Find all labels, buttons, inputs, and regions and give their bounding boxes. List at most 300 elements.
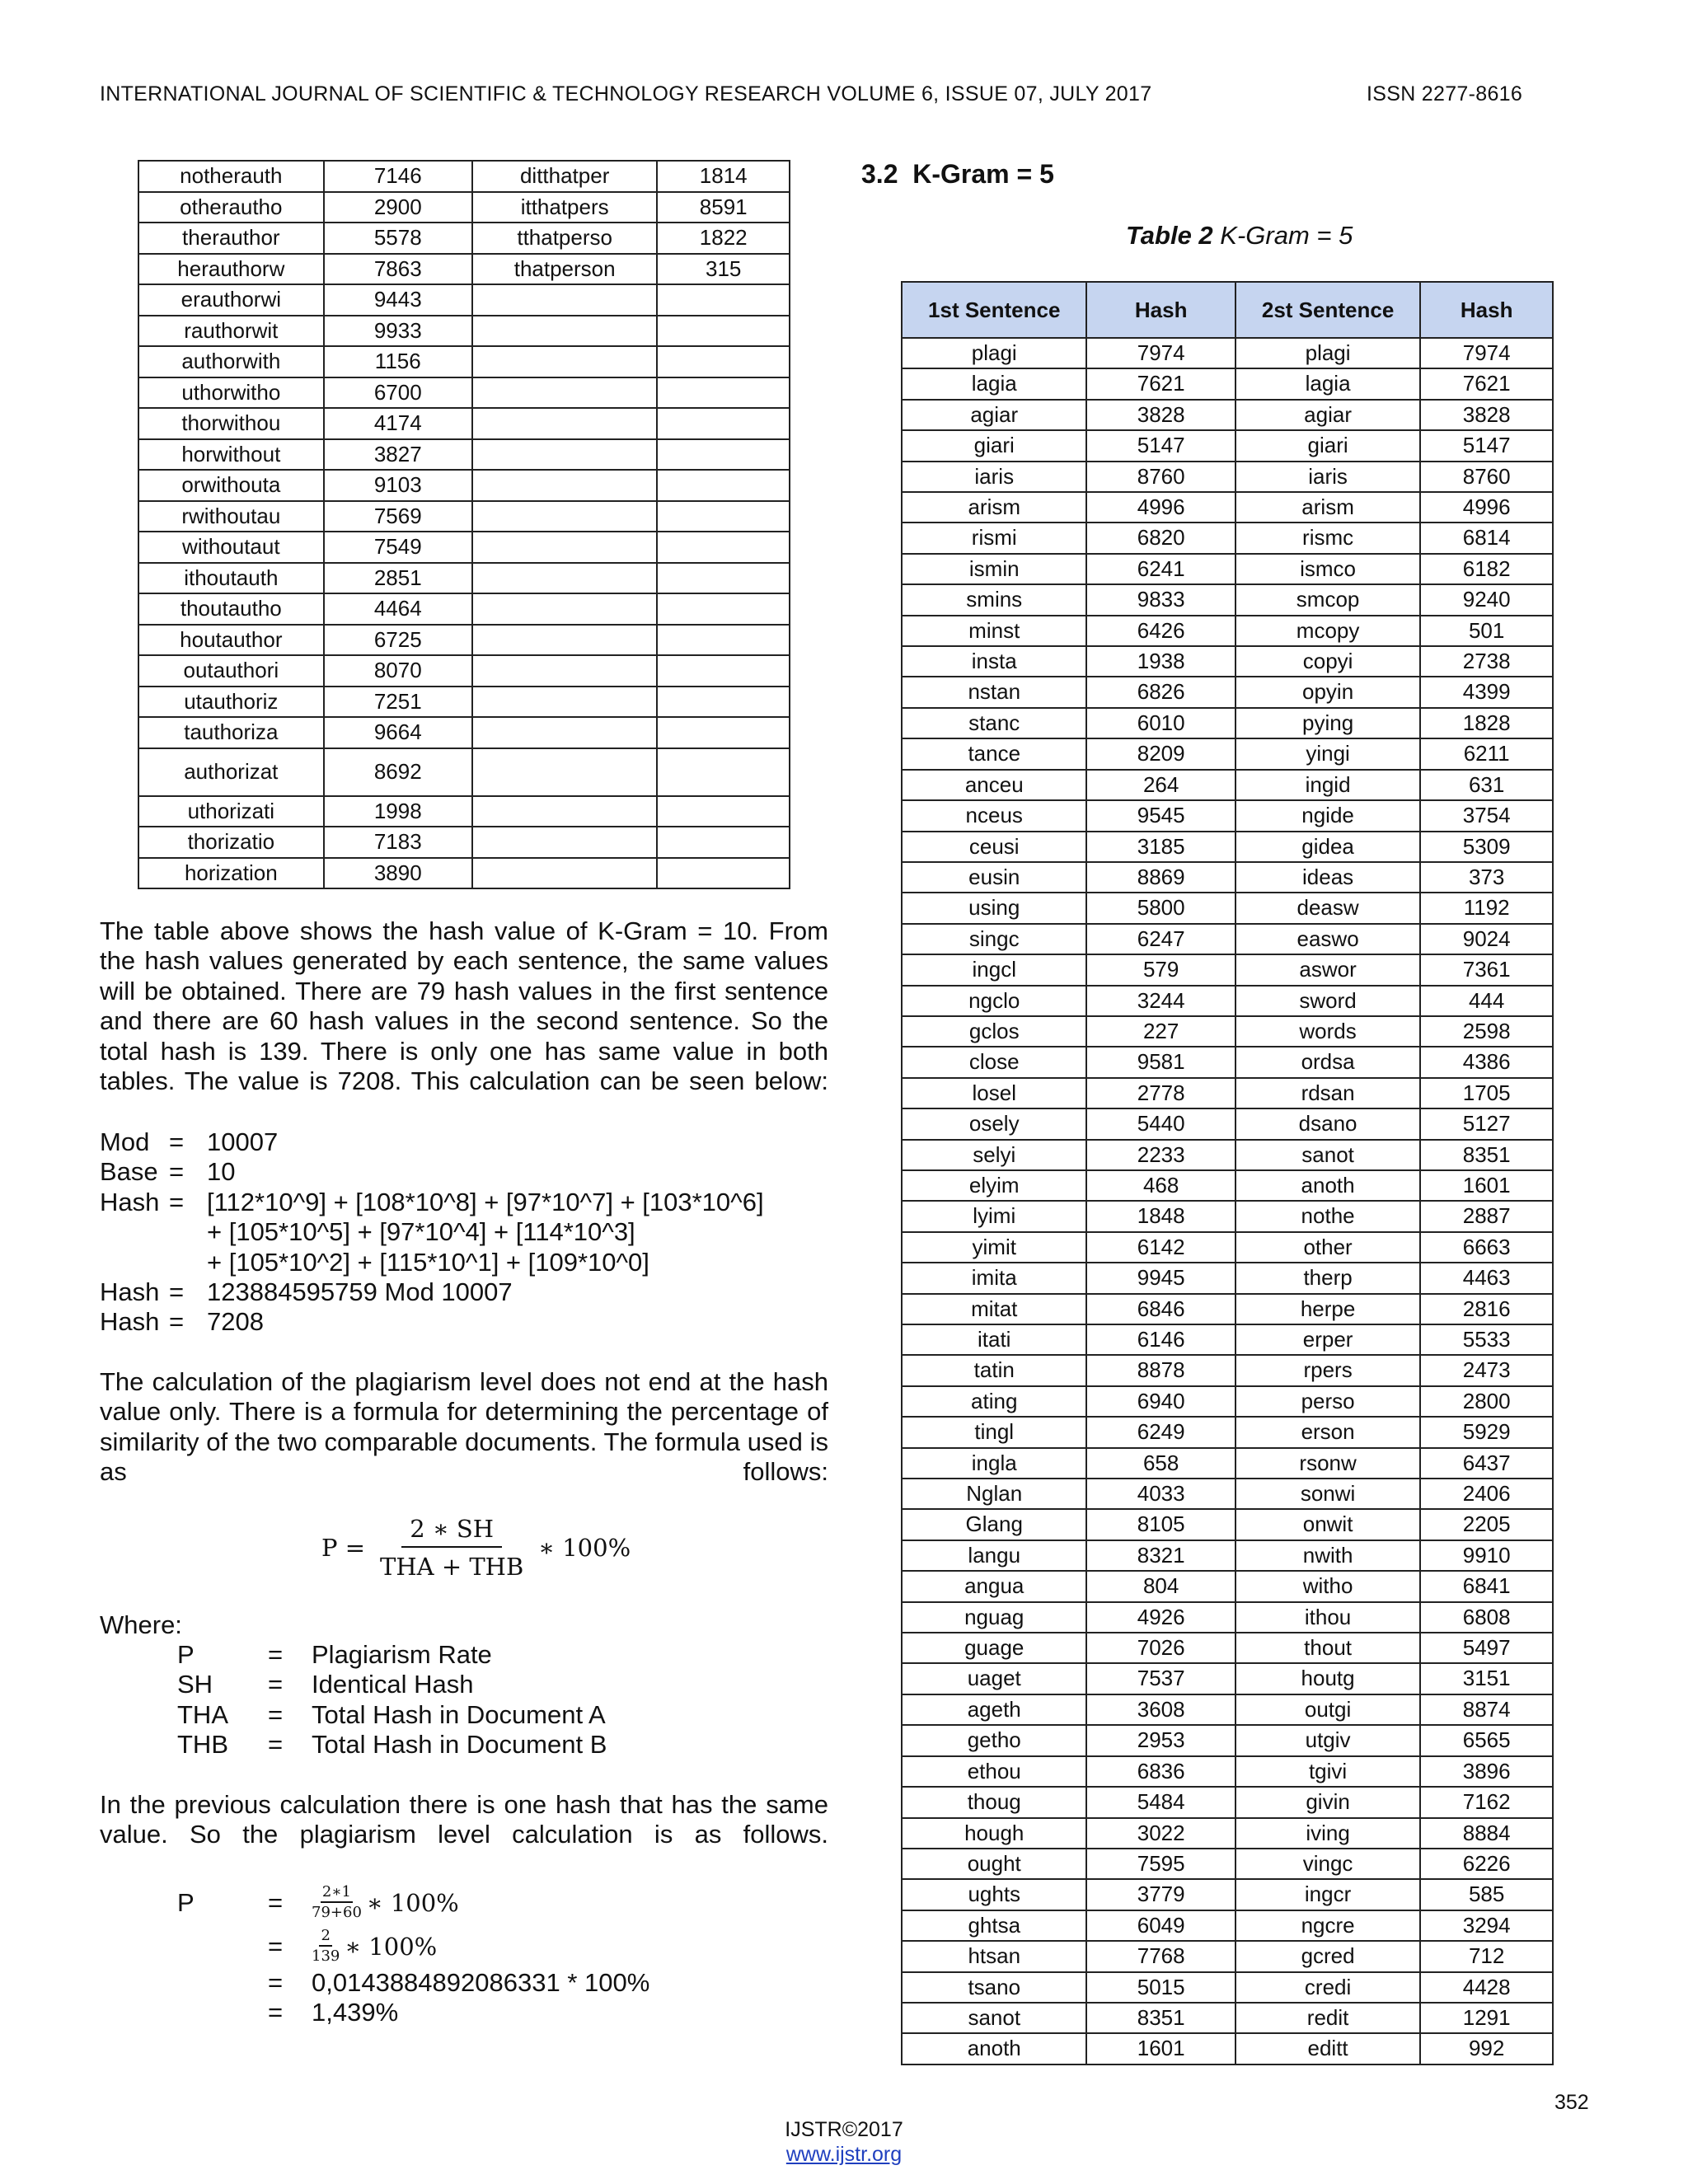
table-cell: 7162 — [1420, 1787, 1553, 1817]
table-row — [902, 430, 1553, 461]
table-cell: ismco — [1236, 554, 1420, 584]
table-cell: 8869 — [1086, 862, 1235, 893]
def-symbol: THA — [177, 1699, 228, 1729]
table-cell: 9664 — [324, 717, 472, 748]
table-row — [138, 687, 790, 718]
table-cell: 373 — [1420, 862, 1553, 893]
table-cell: 3185 — [1086, 832, 1235, 862]
table-cell: htsan — [902, 1941, 1086, 1971]
table-row — [902, 368, 1553, 399]
eq-sign: = — [267, 1730, 284, 1760]
table-cell: langu — [902, 1540, 1086, 1571]
table-cell: 7026 — [1086, 1633, 1235, 1663]
table-cell: 7537 — [1086, 1663, 1235, 1694]
table-cell: rwithoutau — [138, 501, 324, 532]
formula-lhs: P = — [321, 1534, 366, 1562]
table-cell: 9103 — [324, 470, 472, 501]
table-cell: smcop — [1236, 584, 1420, 615]
table-row — [902, 1540, 1553, 1571]
table-cell: 6841 — [1420, 1571, 1553, 1601]
table-row — [902, 1818, 1553, 1849]
table-cell: 1822 — [657, 223, 790, 254]
table-cell — [657, 470, 790, 501]
header-1st-sentence: 1st Sentence — [902, 282, 1086, 338]
table-row — [902, 1078, 1553, 1108]
table-cell — [657, 687, 790, 718]
table-cell — [657, 748, 790, 796]
eq-sign: = — [169, 1277, 185, 1307]
kgram10-hash-table — [138, 160, 790, 889]
table-row — [902, 2033, 1553, 2064]
table-cell: yimit — [902, 1232, 1086, 1263]
table-cell: getho — [902, 1725, 1086, 1755]
formula-tail: ∗ 100% — [538, 1534, 631, 1562]
table-cell — [657, 717, 790, 748]
table-cell: horwithout — [138, 439, 324, 471]
table-cell: ingcr — [1236, 1879, 1420, 1910]
table-cell: 4033 — [1086, 1479, 1235, 1509]
table-cell: 6663 — [1420, 1232, 1553, 1263]
table-cell — [657, 284, 790, 316]
table-cell: 1601 — [1420, 1170, 1553, 1201]
table-cell: 1601 — [1086, 2033, 1235, 2064]
table-cell: perso — [1236, 1386, 1420, 1417]
calc-fraction-1-denominator: 79+60 — [312, 1904, 362, 1921]
table-cell: giari — [902, 430, 1086, 461]
table-cell: stanc — [902, 708, 1086, 738]
table-row — [902, 1509, 1553, 1540]
table-row — [902, 554, 1553, 584]
table-cell: 4386 — [1420, 1047, 1553, 1077]
table-cell: 992 — [1420, 2033, 1553, 2064]
table-row — [138, 655, 790, 687]
table-row — [902, 1479, 1553, 1509]
table-cell: 5800 — [1086, 893, 1235, 923]
table-cell: ceusi — [902, 832, 1086, 862]
eq-sign: = — [267, 1931, 284, 1961]
table-row — [902, 584, 1553, 615]
table-cell: tauthoriza — [138, 717, 324, 748]
def-description: Total Hash in Document B — [312, 1730, 607, 1760]
table-cell: 6142 — [1086, 1232, 1235, 1263]
table-cell — [472, 346, 658, 377]
table-row — [902, 1232, 1553, 1263]
table-cell: 7621 — [1420, 368, 1553, 399]
table-cell — [472, 796, 658, 827]
table-cell: singc — [902, 924, 1086, 954]
table-cell: uthorwitho — [138, 377, 324, 409]
table-cell — [657, 827, 790, 858]
table-row — [138, 192, 790, 223]
table-cell: 2205 — [1420, 1509, 1553, 1540]
table-cell: close — [902, 1047, 1086, 1077]
table-row — [902, 400, 1553, 430]
table-cell: ughts — [902, 1879, 1086, 1910]
table-cell: ngclo — [902, 986, 1086, 1016]
table-cell: aswor — [1236, 954, 1420, 985]
formula-numerator: 2 ∗ SH — [401, 1515, 502, 1548]
table-cell: deasw — [1236, 893, 1420, 923]
table-cell: 7974 — [1086, 338, 1235, 368]
table-cell: orwithouta — [138, 470, 324, 501]
table-cell: ideas — [1236, 862, 1420, 893]
table-cell: 2851 — [324, 563, 472, 594]
table-cell: 8209 — [1086, 738, 1235, 769]
table-cell: 9581 — [1086, 1047, 1235, 1077]
table-cell: 7569 — [324, 501, 472, 532]
journal-header: INTERNATIONAL JOURNAL OF SCIENTIFIC & TECHNOLOGY RESEARCH VOLUME 6, ISSUE 07, JULY 2017 — [100, 82, 1152, 105]
table-cell: insta — [902, 646, 1086, 677]
table-cell: tingl — [902, 1417, 1086, 1447]
table-cell: 3827 — [324, 439, 472, 471]
table-cell: lyimi — [902, 1201, 1086, 1231]
table-cell: 1705 — [1420, 1078, 1553, 1108]
hash-label: Hash — [100, 1277, 160, 1307]
table-cell: 1192 — [1420, 893, 1553, 923]
table-cell: hough — [902, 1818, 1086, 1849]
table-cell: editt — [1236, 2033, 1420, 2064]
table-cell: smins — [902, 584, 1086, 615]
footer-url-link[interactable]: www.ijstr.org — [785, 2143, 903, 2166]
table-cell: 7251 — [324, 687, 472, 718]
eq-sign: = — [267, 1968, 284, 1997]
table-cell: 7549 — [324, 532, 472, 563]
table-cell: 5440 — [1086, 1108, 1235, 1139]
table-cell: withoutaut — [138, 532, 324, 563]
table-cell: iaris — [1236, 462, 1420, 492]
table-cell: 2800 — [1420, 1386, 1553, 1417]
table-cell: vingc — [1236, 1849, 1420, 1879]
base-label: Base — [100, 1157, 158, 1187]
table-cell: 9945 — [1086, 1263, 1235, 1293]
table-cell: imita — [902, 1263, 1086, 1293]
table-cell: otherautho — [138, 192, 324, 223]
table-cell: horization — [138, 858, 324, 889]
table-cell: arism — [902, 492, 1086, 523]
table-cell: sonwi — [1236, 1479, 1420, 1509]
table-cell: lagia — [1236, 368, 1420, 399]
table-cell: iaris — [902, 462, 1086, 492]
table-row — [902, 832, 1553, 862]
table-row — [138, 439, 790, 471]
table-cell: elyim — [902, 1170, 1086, 1201]
table-row — [138, 717, 790, 748]
table-cell: mcopy — [1236, 616, 1420, 646]
table-row — [138, 796, 790, 827]
table-cell: 4399 — [1420, 677, 1553, 707]
table-cell: giari — [1236, 430, 1420, 461]
plagiarism-calculation — [177, 1881, 649, 2027]
table-cell: anoth — [1236, 1170, 1420, 1201]
calc-fraction-2-numerator: 2 — [319, 1928, 331, 1947]
table-cell: ingla — [902, 1448, 1086, 1479]
header-hash-2: Hash — [1420, 282, 1553, 338]
table-row — [902, 1201, 1553, 1231]
table-cell: plagi — [902, 338, 1086, 368]
eq-sign: = — [267, 1998, 284, 2027]
table-cell: 5533 — [1420, 1324, 1553, 1355]
table-cell: 1998 — [324, 796, 472, 827]
base-value: 10 — [207, 1157, 236, 1187]
table-cell: 6826 — [1086, 677, 1235, 707]
section-number: 3.2 — [861, 159, 898, 189]
table-cell: 3754 — [1420, 800, 1553, 831]
table-cell: ithoutauth — [138, 563, 324, 594]
eq-sign: = — [267, 1699, 284, 1729]
table-cell: herpe — [1236, 1294, 1420, 1324]
table-cell — [472, 625, 658, 656]
table-cell: agiar — [902, 400, 1086, 430]
table-row — [902, 1756, 1553, 1787]
table-row — [902, 462, 1553, 492]
table-cell — [472, 439, 658, 471]
table-cell: ditthatper — [472, 161, 658, 192]
def-symbol: SH — [177, 1670, 213, 1699]
table-cell: iving — [1236, 1818, 1420, 1849]
table-cell: 4463 — [1420, 1263, 1553, 1293]
table-cell: 9833 — [1086, 584, 1235, 615]
table-cell: tance — [902, 738, 1086, 769]
table-cell: 9443 — [324, 284, 472, 316]
table-row — [902, 800, 1553, 831]
table-row — [902, 1140, 1553, 1170]
table-cell: selyi — [902, 1140, 1086, 1170]
table-cell: 8321 — [1086, 1540, 1235, 1571]
table-row — [902, 1108, 1553, 1139]
table-cell: mitat — [902, 1294, 1086, 1324]
def-description: Total Hash in Document A — [312, 1699, 606, 1729]
table-cell: 5484 — [1086, 1787, 1235, 1817]
table-cell — [657, 501, 790, 532]
table-cell: 8070 — [324, 655, 472, 687]
table-cell: ingid — [1236, 770, 1420, 800]
table-cell: 315 — [657, 254, 790, 285]
table-cell: uthorizati — [138, 796, 324, 827]
def-symbol: THB — [177, 1730, 228, 1760]
table-cell: uaget — [902, 1663, 1086, 1694]
table-cell: ngide — [1236, 800, 1420, 831]
table-cell: 444 — [1420, 986, 1553, 1016]
paragraph-kgram10-summary: The table above shows the hash value of K-Gram = 10. From the hash values generated by each sentence, the same values will be obtained. There are 79 hash values in the first sentence and there are 60 hash values in the second sentence. So the total hash is 139. There is only one has same value in both tables. The value is 7208. This calculation can be seen below: — [100, 916, 828, 1096]
table-cell: 3294 — [1420, 1910, 1553, 1941]
table-cell: angua — [902, 1571, 1086, 1601]
table-cell: 3022 — [1086, 1818, 1235, 1849]
table-cell: tthatperso — [472, 223, 658, 254]
table-cell: 7863 — [324, 254, 472, 285]
table-cell: 4926 — [1086, 1602, 1235, 1633]
table-cell: 6836 — [1086, 1756, 1235, 1787]
table-cell: rdsan — [1236, 1078, 1420, 1108]
table-cell: erauthorwi — [138, 284, 324, 316]
table-cell: minst — [902, 616, 1086, 646]
table-cell — [657, 439, 790, 471]
table-row — [902, 1448, 1553, 1479]
table-cell: thorizatio — [138, 827, 324, 858]
table-cell: 6808 — [1420, 1602, 1553, 1633]
table-row — [902, 738, 1553, 769]
table-cell: 8878 — [1086, 1355, 1235, 1385]
table-row — [902, 1849, 1553, 1879]
table-cell: 1848 — [1086, 1201, 1235, 1231]
table-cell: rpers — [1236, 1355, 1420, 1385]
table-row — [902, 1602, 1553, 1633]
table-row — [138, 408, 790, 439]
table-cell: 4996 — [1086, 492, 1235, 523]
table-row — [902, 616, 1553, 646]
table-cell — [657, 858, 790, 889]
table-cell: 6437 — [1420, 1448, 1553, 1479]
table-cell: 2473 — [1420, 1355, 1553, 1385]
table-cell: 3608 — [1086, 1694, 1235, 1725]
calc-fraction-1 — [312, 1884, 362, 1921]
table-cell: itthatpers — [472, 192, 658, 223]
table-row — [138, 501, 790, 532]
table-cell: pying — [1236, 708, 1420, 738]
table-cell: 227 — [1086, 1016, 1235, 1047]
table-cell: onwit — [1236, 1509, 1420, 1540]
table-cell: 6249 — [1086, 1417, 1235, 1447]
table-caption — [1126, 221, 1353, 251]
table-row — [902, 1725, 1553, 1755]
table-row — [138, 254, 790, 285]
table-caption-text: K-Gram = 5 — [1220, 221, 1353, 250]
table-cell: 8760 — [1420, 462, 1553, 492]
table-cell: ithou — [1236, 1602, 1420, 1633]
table-cell: outauthori — [138, 655, 324, 687]
table-cell — [472, 655, 658, 687]
table-cell: 7361 — [1420, 954, 1553, 985]
table-cell: nstan — [902, 677, 1086, 707]
table-row — [902, 1417, 1553, 1447]
table-cell: 6565 — [1420, 1725, 1553, 1755]
eq-sign: = — [267, 1670, 284, 1699]
table-cell: using — [902, 893, 1086, 923]
table-row — [902, 1879, 1553, 1910]
table-cell — [472, 687, 658, 718]
table-cell: words — [1236, 1016, 1420, 1047]
table-row — [902, 338, 1553, 368]
table-cell — [472, 593, 658, 625]
table-cell: sanot — [902, 2003, 1086, 2033]
table-cell: itati — [902, 1324, 1086, 1355]
table-cell: 804 — [1086, 1571, 1235, 1601]
table-cell: utgiv — [1236, 1725, 1420, 1755]
table-cell: 3779 — [1086, 1879, 1235, 1910]
table-row — [138, 858, 790, 889]
table-cell: 2738 — [1420, 646, 1553, 677]
table-cell: 3828 — [1086, 400, 1235, 430]
table-cell: 468 — [1086, 1170, 1235, 1201]
table-cell: 1828 — [1420, 708, 1553, 738]
table-cell: 6049 — [1086, 1910, 1235, 1941]
table-cell: opyin — [1236, 677, 1420, 707]
table-cell: 8351 — [1420, 1140, 1553, 1170]
table-cell: tatin — [902, 1355, 1086, 1385]
table-cell — [472, 408, 658, 439]
table-row — [902, 1324, 1553, 1355]
header-2st-sentence: 2st Sentence — [1236, 282, 1420, 338]
table-row — [902, 1047, 1553, 1077]
formula-fraction — [372, 1515, 532, 1581]
formula-denominator: THA + THB — [380, 1553, 524, 1581]
table-cell: rismc — [1236, 523, 1420, 553]
table-cell: 6846 — [1086, 1294, 1235, 1324]
table-cell: thoutautho — [138, 593, 324, 625]
p-symbol: P — [177, 1887, 195, 1917]
table-cell — [472, 827, 658, 858]
table-cell: utauthoriz — [138, 687, 324, 718]
table-cell — [657, 625, 790, 656]
table-cell: erper — [1236, 1324, 1420, 1355]
section-heading — [861, 159, 1054, 190]
table-cell: ageth — [902, 1694, 1086, 1725]
table-cell: ismin — [902, 554, 1086, 584]
table-cell — [657, 346, 790, 377]
table-row — [902, 677, 1553, 707]
hash-result: 7208 — [207, 1307, 264, 1337]
calc-step-3: 0,0143884892086331 * 100% — [312, 1968, 650, 1997]
table-cell: 5127 — [1420, 1108, 1553, 1139]
table-row — [138, 748, 790, 796]
table-cell: 8105 — [1086, 1509, 1235, 1540]
table-cell: 264 — [1086, 770, 1235, 800]
hash-calculation — [100, 1127, 764, 1338]
table-cell: ethou — [902, 1756, 1086, 1787]
table-cell: 2900 — [324, 192, 472, 223]
table-cell: 1156 — [324, 346, 472, 377]
table-cell: 7183 — [324, 827, 472, 858]
hash-label: Hash — [100, 1187, 160, 1216]
eq-sign: = — [267, 1640, 284, 1669]
table-cell: eusin — [902, 862, 1086, 893]
table-cell: arism — [1236, 492, 1420, 523]
table-cell: 5929 — [1420, 1417, 1553, 1447]
table-cell: 658 — [1086, 1448, 1235, 1479]
table-cell: sanot — [1236, 1140, 1420, 1170]
table-cell — [657, 655, 790, 687]
page-number: 352 — [1554, 2091, 1589, 2114]
where-title: Where: — [100, 1610, 182, 1639]
paragraph-plagiarism-formula-intro: The calculation of the plagiarism level does not end at the hash value only. There is a formula for determining the percentage of similarity of the two comparable documents. The formula used is as follows: — [100, 1367, 828, 1487]
table-cell: 8692 — [324, 748, 472, 796]
table-row — [902, 1016, 1553, 1047]
table-cell: 3828 — [1420, 400, 1553, 430]
table-cell: credi — [1236, 1972, 1420, 2003]
table-row — [138, 161, 790, 192]
eq-sign: = — [169, 1187, 185, 1216]
table-cell — [472, 316, 658, 347]
table-cell — [472, 858, 658, 889]
table-cell: 631 — [1420, 770, 1553, 800]
table-cell: 2778 — [1086, 1078, 1235, 1108]
table-cell — [472, 563, 658, 594]
table-cell: 5147 — [1086, 430, 1235, 461]
table-cell: 5309 — [1420, 832, 1553, 862]
table-cell — [472, 748, 658, 796]
def-description: Identical Hash — [312, 1670, 474, 1699]
table-row — [902, 1386, 1553, 1417]
table-cell: 6211 — [1420, 738, 1553, 769]
table-cell: 1814 — [657, 161, 790, 192]
table-cell: ating — [902, 1386, 1086, 1417]
table-cell: Nglan — [902, 1479, 1086, 1509]
table-row — [902, 1294, 1553, 1324]
table-cell: 6820 — [1086, 523, 1235, 553]
calc-fraction-1-numerator: 2∗1 — [321, 1884, 353, 1903]
kgram5-hash-table — [901, 281, 1554, 2065]
table-row — [902, 1972, 1553, 2003]
table-cell: rsonw — [1236, 1448, 1420, 1479]
